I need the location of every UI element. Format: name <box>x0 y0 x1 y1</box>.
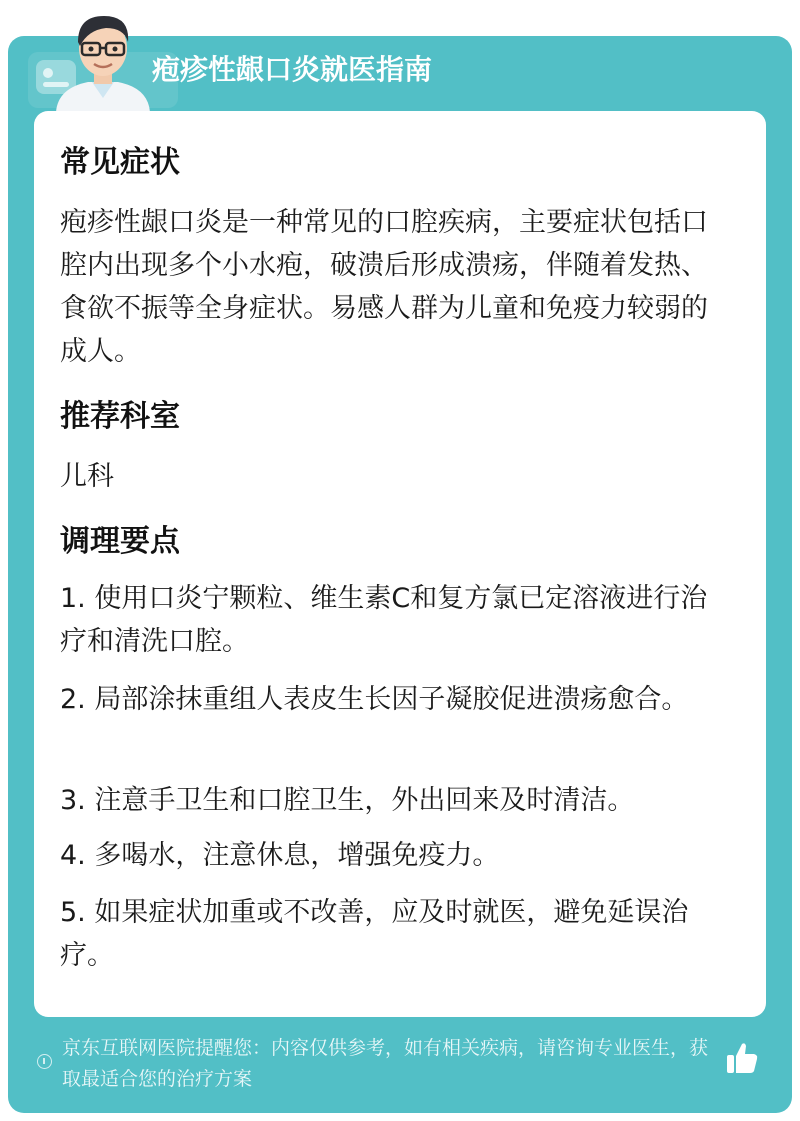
page-title: 疱疹性龈口炎就医指南 <box>152 53 433 86</box>
doctor-avatar <box>48 8 158 112</box>
section-heading-care: 调理要点 <box>60 524 180 559</box>
care-item: 5. 如果症状加重或不改善，应及时就医，避免延误治疗。 <box>60 897 689 971</box>
care-item: 2. 局部涂抹重组人表皮生长因子凝胶促进溃疡愈合。 <box>60 684 689 715</box>
info-icon <box>37 1054 52 1069</box>
thumbs-up-icon[interactable] <box>725 1040 759 1076</box>
department-text: 儿科 <box>60 461 114 492</box>
care-item: 4. 多喝水，注意休息，增强免疫力。 <box>60 840 500 871</box>
footer-notice: 京东互联网医院提醒您：内容仅供参考，如有相关疾病，请咨询专业医生，获取最适合您的治疗方案 <box>62 1037 709 1090</box>
content-card <box>34 111 766 1017</box>
care-item: 1. 使用口炎宁颗粒、维生素C和复方氯已定溶液进行治疗和清洗口腔。 <box>60 583 708 657</box>
section-heading-department: 推荐科室 <box>60 399 180 434</box>
care-item: 3. 注意手卫生和口腔卫生，外出回来及时清洁。 <box>60 785 635 816</box>
section-heading-symptoms: 常见症状 <box>60 145 180 180</box>
symptoms-text: 疱疹性龈口炎是一种常见的口腔疾病，主要症状包括口腔内出现多个小水疱，破溃后形成溃疡，伴随着发热、食欲不振等全身症状。易感人群为儿童和免疫力较弱的成人。 <box>60 207 708 367</box>
